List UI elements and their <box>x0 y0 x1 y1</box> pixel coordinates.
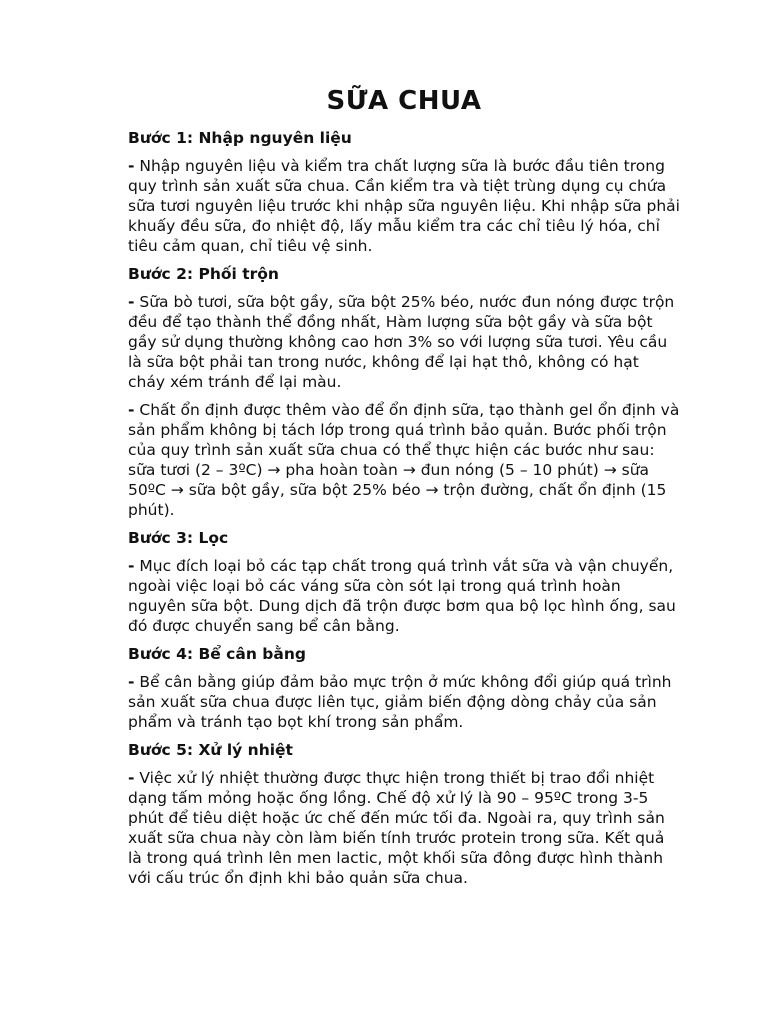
step-1-heading: Bước 1: Nhập nguyên liệu <box>128 129 352 147</box>
step-2-section <box>128 264 680 520</box>
bullet-dash: - <box>128 673 135 691</box>
step-4-heading: Bước 4: Bể cân bằng <box>128 645 306 663</box>
step-5-paragraph-1 <box>128 768 680 888</box>
step-1-section <box>128 128 680 256</box>
paragraph-text: Mục đích loại bỏ các tạp chất trong quá trình vắt sữa và vận chuyển, ngoài việc loại bỏ các váng sữa còn sót lại trong quá trình hoàn nguyên sữa bột. Dung dịch đã trộn được bơm qua bộ lọc hình ống, sau đó được chuyển sang bể cân bằng. <box>128 557 676 635</box>
step-5-section <box>128 740 680 888</box>
paragraph-text: Chất ổn định được thêm vào để ổn định sữa, tạo thành gel ổn định và sản phẩm không bị tách lớp trong quá trình bảo quản. Bước phối trộn của quy trình sản xuất sữa chua có thể thực hiện các bước như sau: sữa tươi (2 – 3ºC) → pha hoàn toàn → đun nóng (5 – 10 phút) → sữa 50ºC → sữa bột gầy, sữa bột 25% béo → trộn đường, chất ổn định (15 phút). <box>128 401 680 519</box>
bullet-dash: - <box>128 157 135 175</box>
step-3-paragraph-1 <box>128 556 680 636</box>
step-1-paragraph-1 <box>128 156 680 256</box>
step-3-section <box>128 528 680 636</box>
paragraph-text: Việc xử lý nhiệt thường được thực hiện trong thiết bị trao đổi nhiệt dạng tấm mỏng hoặc ống lồng. Chế độ xử lý là 90 – 95ºC trong 3-5 phút để tiêu diệt hoặc ức chế đến mức tối đa. Ngoài ra, quy trình sản xuất sữa chua này còn làm biến tính trước protein trong sữa. Kết quả là trong quá trình lên men lactic, một khối sữa đông được hình thành với cấu trúc ổn định khi bảo quản sữa chua. <box>128 769 665 887</box>
document-page <box>128 84 680 896</box>
document-title: SỮA CHUA <box>326 86 482 116</box>
bullet-dash: - <box>128 769 135 787</box>
step-4-section <box>128 644 680 732</box>
step-2-paragraph-1 <box>128 292 680 392</box>
step-2-paragraph-2 <box>128 400 680 520</box>
bullet-dash: - <box>128 401 135 419</box>
step-2-heading: Bước 2: Phối trộn <box>128 265 279 283</box>
bullet-dash: - <box>128 293 135 311</box>
bullet-dash: - <box>128 557 135 575</box>
step-5-heading: Bước 5: Xử lý nhiệt <box>128 741 293 759</box>
step-4-paragraph-1 <box>128 672 680 732</box>
paragraph-text: Bể cân bằng giúp đảm bảo mực trộn ở mức không đổi giúp quá trình sản xuất sữa chua được liên tục, giảm biến động dòng chảy của sản phẩm và tránh tạo bọt khí trong sản phẩm. <box>128 673 672 731</box>
step-3-heading: Bước 3: Lọc <box>128 529 229 547</box>
paragraph-text: Sữa bò tươi, sữa bột gầy, sữa bột 25% béo, nước đun nóng được trộn đều để tạo thành thể đồng nhất, Hàm lượng sữa bột gầy và sữa bột gầy sử dụng thường không cao hơn 3% so với lượng sữa tươi. Yêu cầu là sữa bột phải tan trong nước, không để lại hạt thô, không có hạt cháy xém tránh để lại màu. <box>128 293 675 391</box>
paragraph-text: Nhập nguyên liệu và kiểm tra chất lượng sữa là bước đầu tiên trong quy trình sản xuất sữa chua. Cần kiểm tra và tiệt trùng dụng cụ chứa sữa tươi nguyên liệu trước khi nhập sữa nguyên liệu. Khi nhập sữa phải khuấy đều sữa, đo nhiệt độ, lấy mẫu kiểm tra các chỉ tiêu lý hóa, chỉ tiêu cảm quan, chỉ tiêu vệ sinh. <box>128 157 680 255</box>
